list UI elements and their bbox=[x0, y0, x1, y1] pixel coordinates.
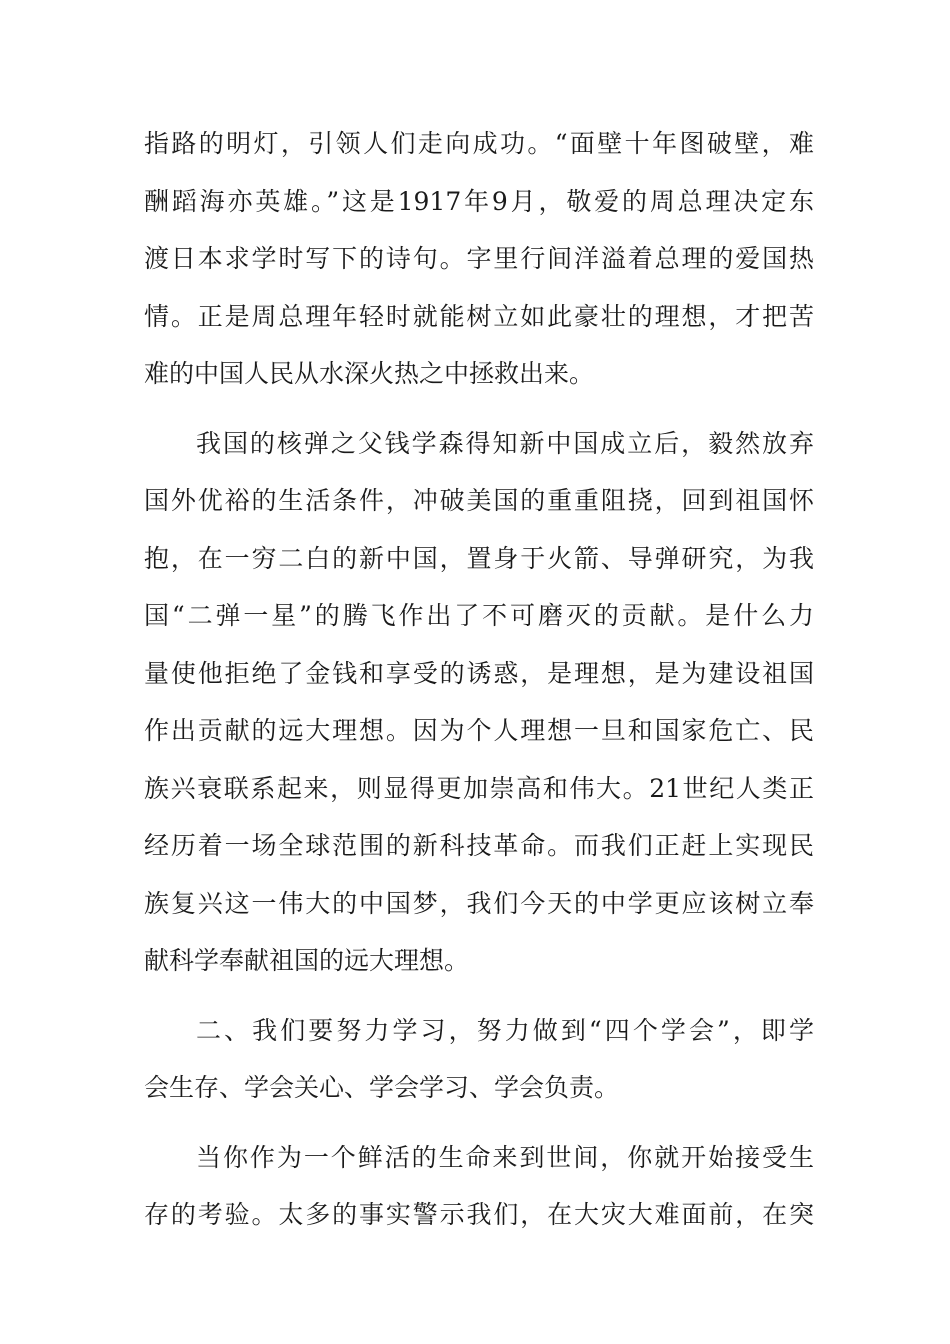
text-line: 献科学奉献祖国的远大理想。 bbox=[144, 946, 470, 975]
text-line: 情。正是周总理年轻时就能树立如此豪壮的理想，才把苦 bbox=[144, 301, 814, 331]
paragraph bbox=[144, 1002, 814, 1117]
paragraph bbox=[144, 1129, 814, 1244]
text-line: 会生存、学会关心、学会学习、学会负责。 bbox=[144, 1073, 620, 1102]
text-line: 二、我们要努力学习，努力做到“四个学会”，即学 bbox=[196, 1015, 814, 1045]
text-line: 抱，在一穷二白的新中国，置身于火箭、导弹研究，为我 bbox=[144, 543, 814, 573]
text-line: 量使他拒绝了金钱和享受的诱惑，是理想，是为建设祖国 bbox=[144, 658, 814, 688]
text-line: 渡日本求学时写下的诗句。字里行间洋溢着总理的爱国热 bbox=[144, 244, 814, 273]
text-line: 难的中国人民从水深火热之中拯救出来。 bbox=[144, 359, 595, 388]
text-line: 族复兴这一伟大的中国梦，我们今天的中学更应该树立奉 bbox=[144, 888, 814, 918]
text-line: 国外优裕的生活条件，冲破美国的重重阻挠，回到祖国怀 bbox=[144, 486, 814, 515]
paragraph bbox=[144, 415, 814, 990]
text-line: 酬蹈海亦英雄。”这是1917年9月，敬爱的周总理决定东 bbox=[144, 186, 814, 216]
text-line: 当你作为一个鲜活的生命来到世间，你就开始接受生 bbox=[196, 1142, 814, 1172]
text-line: 国“二弹一星”的腾飞作出了不可磨灭的贡献。是什么力 bbox=[144, 601, 814, 630]
text-line: 作出贡献的远大理想。因为个人理想一旦和国家危亡、民 bbox=[144, 716, 814, 745]
text-line: 指路的明灯，引领人们走向成功。“面壁十年图破壁，难 bbox=[144, 129, 814, 158]
text-line: 存的考验。太多的事实警示我们，在大灾大难面前，在突 bbox=[144, 1200, 814, 1229]
text-line: 族兴衰联系起来，则显得更加崇高和伟大。21世纪人类正 bbox=[144, 773, 814, 803]
text-line: 经历着一场全球范围的新科技革命。而我们正赶上实现民 bbox=[144, 831, 814, 860]
paragraph bbox=[144, 115, 814, 403]
body-text bbox=[144, 115, 814, 1244]
text-line: 我国的核弹之父钱学森得知新中国成立后，毅然放弃 bbox=[196, 428, 814, 458]
